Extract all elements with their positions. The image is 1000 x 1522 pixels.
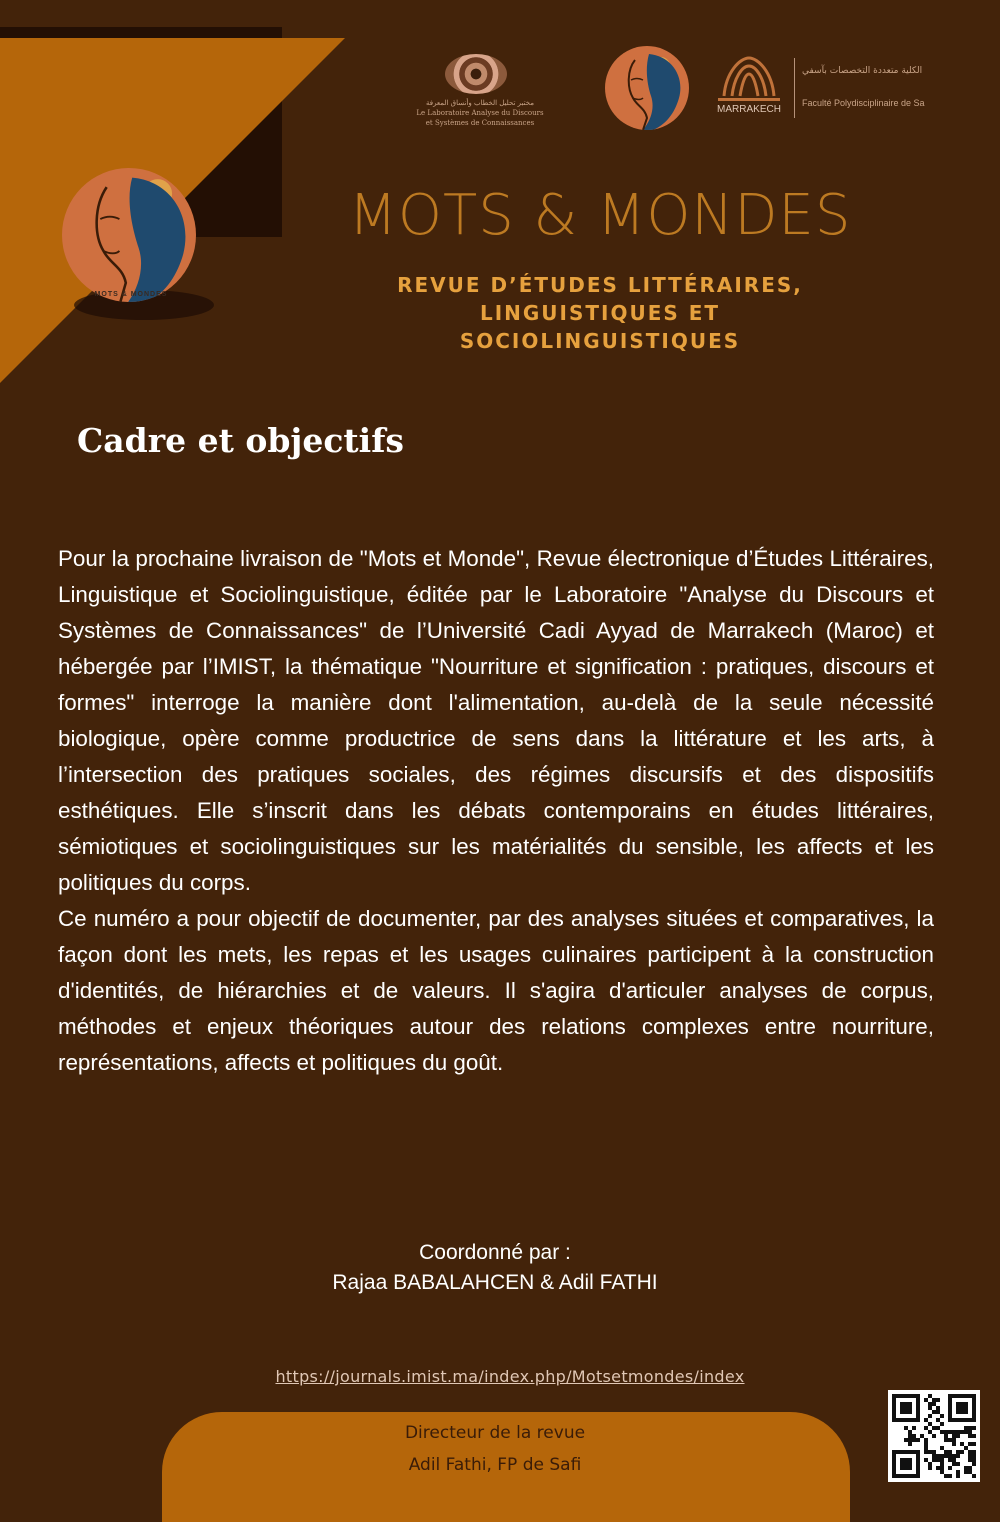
faculty-french-name: Faculté Polydisciplinaire de Sa [802,98,925,108]
coordination-label: Coordonné par : [419,1241,571,1264]
logo-separator [794,58,795,118]
qr-code-icon[interactable] [888,1390,980,1482]
section-title: Cadre et objectifs [77,421,404,460]
subtitle-line: LINGUISTIQUES ET [479,301,721,325]
body-paragraph-1: Pour la prochaine livraison de "Mots et Monde", Revue électronique d’Études Littéraires, Linguistique et Sociolinguistique, éditée par le Laboratoire "Analyse du Discours et Systèmes de Connaissances" de l’Université Cadi Ayyad de Marrakech (Maroc) et hébergée par l’IMIST, la thématique "Nourriture et signification : pratiques, discours et formes" interroge la manière dont l'alimentation, au-delà de la seule nécessité biologique, opère comme productrice de sens dans la littérature et les arts, à l’intersection des pratiques sociales, des régimes discursifs et des dispositifs esthétiques. Elle s’inscrit dans les débats contemporains en études littéraires, sémiotiques et sociolinguistiques sur les matérialités du sensible, les affects et les politiques du corps. [58,546,934,895]
palm-arch-icon [716,52,782,122]
journal-title: MOTS & MONDES [348,183,852,248]
qr-code-pattern [888,1390,980,1482]
laboratory-logo-text: مختبر تحليل الخطاب وأنساق المعرفة Le Laboratoire Analyse du Discours et Systèmes de Connaissances [416,99,544,127]
face-profile-icon [605,46,689,130]
face-profile-icon [62,168,196,302]
body-text [58,541,934,1081]
body-paragraph-2: Ce numéro a pour objectif de documenter, par des analyses situées et comparatives, la façon dont les mets, les repas et les usages culinaires participent à la construction d'identités, de hiérarchies et de valeurs. Il s'agira d'articuler analyses de corpus, méthodes et enjeux théoriques autour des relations complexes entre nourriture, représentations, affects et politiques du goût. [58,906,934,1075]
subtitle-line: REVUE D’ÉTUDES LITTÉRAIRES, [397,273,803,297]
spiral-emblem-icon [445,54,507,94]
mots-mondes-logo-large [62,168,196,302]
journal-url-link[interactable]: https://journals.imist.ma/index.php/Motsetmondes/index [275,1367,745,1386]
mots-mondes-logo-small [605,46,689,130]
director-label: Directeur de la revue [404,1423,586,1443]
coordination-block [260,1238,730,1298]
coordinator-names: Rajaa BABALAHCEN & Adil FATHI [332,1271,658,1294]
logo-label: MOTS & MONDES [94,291,168,298]
svg-text:MARRAKECH: MARRAKECH [717,104,781,115]
director-name: Adil Fathi, FP de Safi [408,1455,582,1475]
laboratory-logo [390,52,570,142]
faculty-arabic-name: الكلية متعددة التخصصات بآسفي [802,66,923,76]
subtitle-line: SOCIOLINGUISTIQUES [459,329,741,353]
faculty-logo [716,50,956,125]
journal-subtitle [340,271,860,355]
